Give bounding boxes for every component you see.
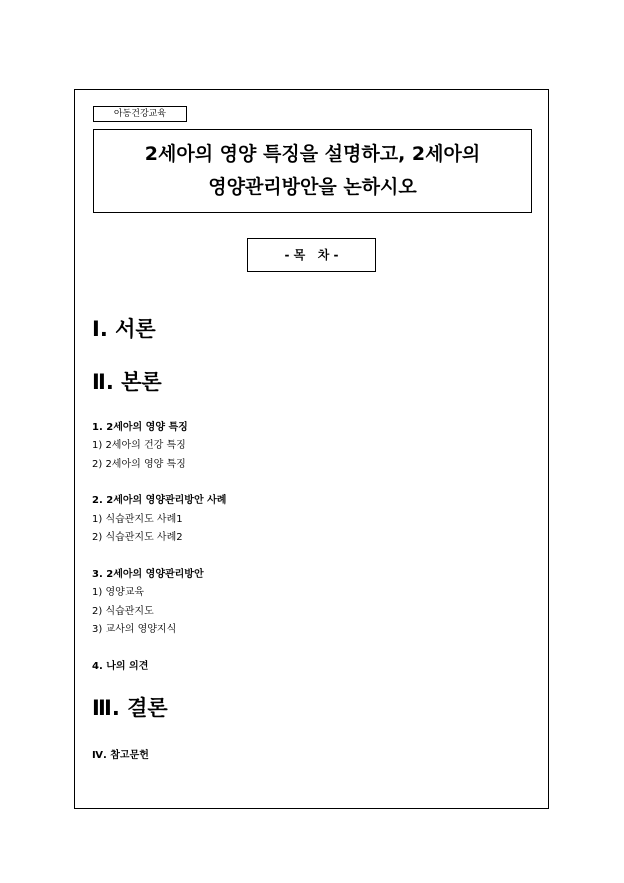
toc-label: - 목 차 - bbox=[247, 238, 376, 272]
title-line-1: 2세아의 영양 특징을 설명하고, 2세아의 bbox=[144, 143, 481, 165]
section-intro: Ⅰ. 서론 bbox=[92, 317, 156, 341]
title-box bbox=[93, 129, 532, 213]
body-section-1-heading: 1. 2세아의 영양 특징 bbox=[92, 422, 188, 433]
title-line-2: 영양관리방안을 논하시오 bbox=[208, 176, 417, 198]
body-section-3-item-3: 3) 교사의 영양지식 bbox=[92, 624, 177, 635]
subject-label: 아동건강교육 bbox=[93, 106, 187, 122]
body-section-3-item-2: 2) 식습관지도 bbox=[92, 606, 154, 617]
body-section-3-item-1: 1) 영양교육 bbox=[92, 587, 145, 598]
section-references: Ⅳ. 참고문헌 bbox=[92, 750, 149, 761]
body-section-1-item-1: 1) 2세아의 건강 특징 bbox=[92, 440, 186, 451]
body-section-3-heading: 3. 2세아의 영양관리방안 bbox=[92, 569, 204, 580]
body-section-2-item-1: 1) 식습관지도 사례1 bbox=[92, 514, 183, 525]
body-section-2-heading: 2. 2세아의 영양관리방안 사례 bbox=[92, 495, 227, 506]
section-body: Ⅱ. 본론 bbox=[92, 370, 162, 394]
section-conclusion: Ⅲ. 결론 bbox=[92, 696, 168, 720]
body-section-1-item-2: 2) 2세아의 영양 특징 bbox=[92, 459, 186, 470]
body-section-2-item-2: 2) 식습관지도 사례2 bbox=[92, 532, 183, 543]
body-section-4-heading: 4. 나의 의견 bbox=[92, 661, 149, 672]
